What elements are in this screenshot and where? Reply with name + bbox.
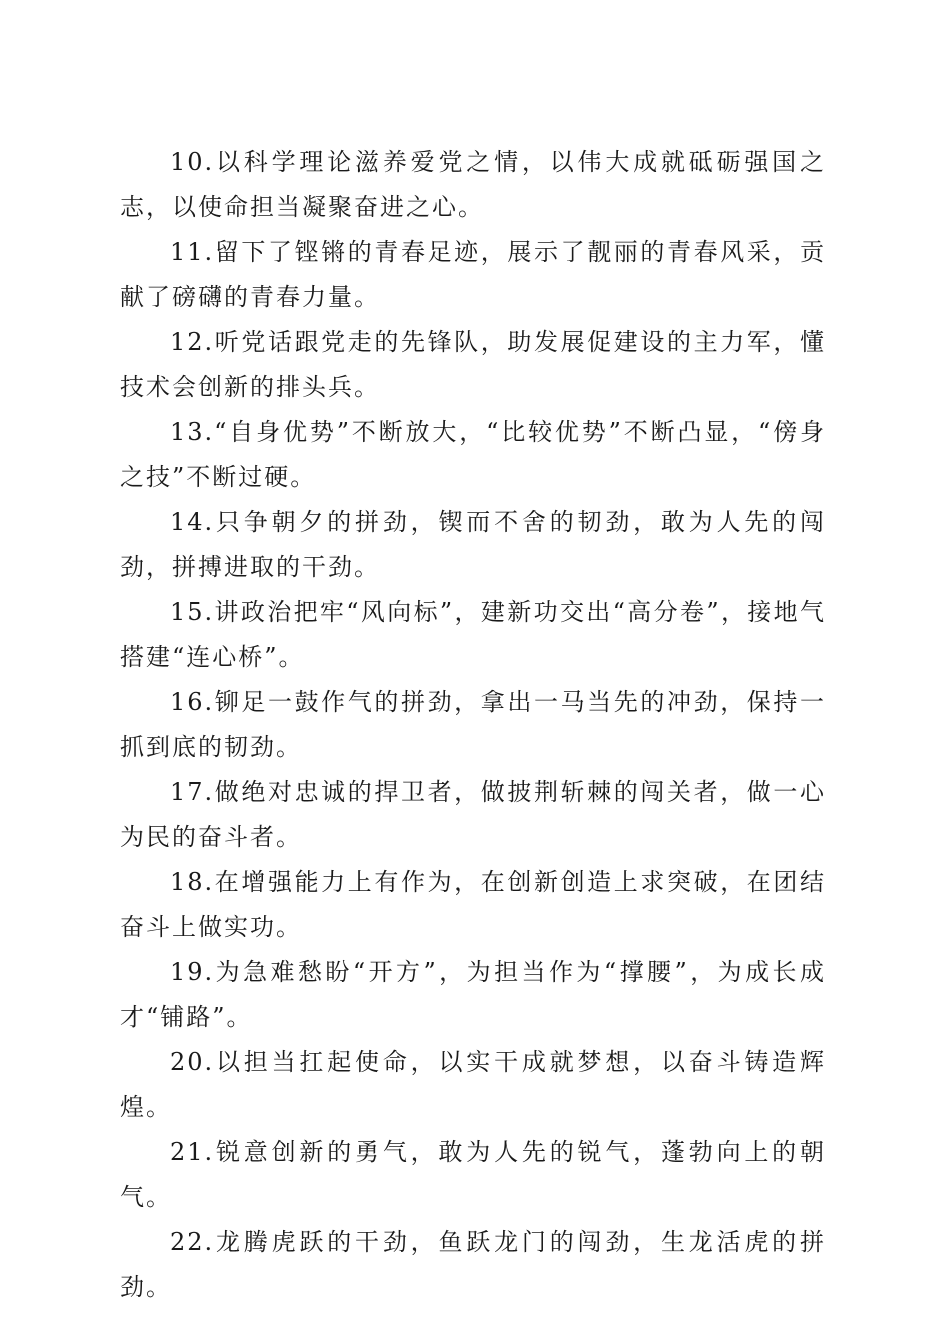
paragraph-20: 20.以担当扛起使命，以实干成就梦想，以奋斗铸造辉煌。 — [120, 1048, 826, 1121]
paragraph-22: 22.龙腾虎跃的干劲，鱼跃龙门的闯劲，生龙活虎的拼劲。 — [120, 1228, 826, 1301]
paragraph-11: 11.留下了铿锵的青春足迹，展示了靓丽的青春风采，贡献了磅礴的青春力量。 — [120, 238, 826, 311]
paragraph-21: 21.锐意创新的勇气，敢为人先的锐气，蓬勃向上的朝气。 — [120, 1138, 826, 1211]
document-body — [120, 140, 826, 1310]
paragraph-10: 10.以科学理论滋养爱党之情，以伟大成就砥砺强国之志，以使命担当凝聚奋进之心。 — [120, 148, 826, 221]
paragraph-12: 12.听党话跟党走的先锋队，助发展促建设的主力军，懂技术会创新的排头兵。 — [120, 328, 826, 401]
paragraph-14: 14.只争朝夕的拼劲，锲而不舍的韧劲，敢为人先的闯劲，拼搏进取的干劲。 — [120, 508, 826, 581]
paragraph-17: 17.做绝对忠诚的捍卫者，做披荆斩棘的闯关者，做一心为民的奋斗者。 — [120, 778, 826, 851]
paragraph-16: 16.铆足一鼓作气的拼劲，拿出一马当先的冲劲，保持一抓到底的韧劲。 — [120, 688, 826, 761]
paragraph-13: 13.“自身优势”不断放大，“比较优势”不断凸显，“傍身之技”不断过硬。 — [120, 418, 826, 491]
paragraph-15: 15.讲政治把牢“风向标”，建新功交出“高分卷”，接地气搭建“连心桥”。 — [120, 598, 826, 671]
paragraph-18: 18.在增强能力上有作为，在创新创造上求突破，在团结奋斗上做实功。 — [120, 868, 826, 941]
paragraph-19: 19.为急难愁盼“开方”，为担当作为“撑腰”，为成长成才“铺路”。 — [120, 958, 826, 1031]
